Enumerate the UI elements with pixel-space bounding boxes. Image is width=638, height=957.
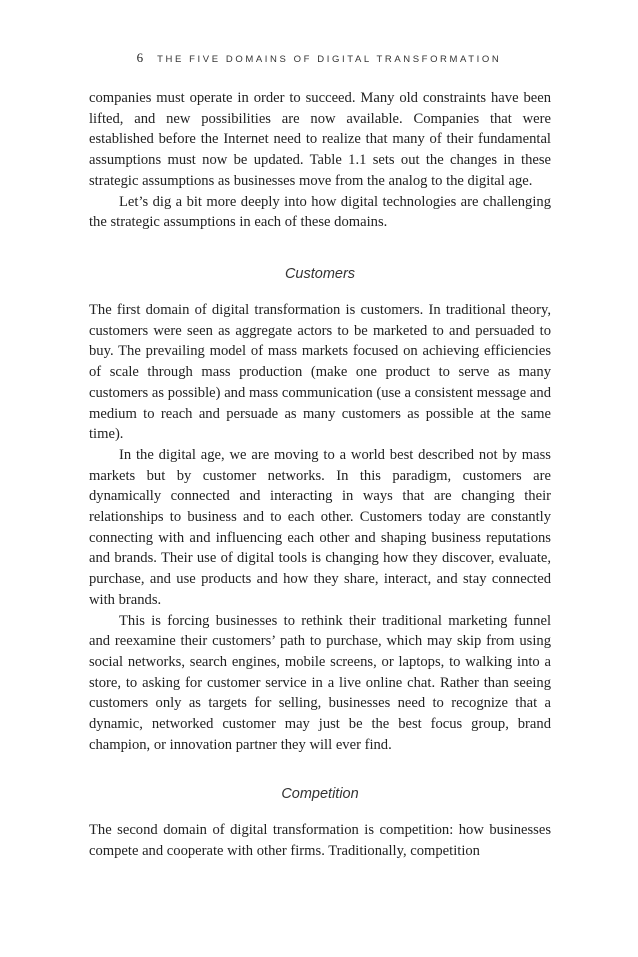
paragraph: The first domain of digital transformation is customers. In traditional theory, customers were seen as aggregate actors to be marketed to and persuaded to buy. The prevailing model of mass markets focused on achieving efficiencies of scale through mass production (make one product to serve as many customers as possible) and mass communication (use a consistent message and medium to reach and persuade as many customers as possible at the same time). xyxy=(89,302,551,443)
section-heading-competition: Competition xyxy=(281,786,359,802)
page-number: 6 xyxy=(136,50,144,65)
paragraph: companies must operate in order to succeed. Many old constraints have been lifted, and new possibilities are now available. Companies that were established before the Internet need to realize that many of their fundamental assumptions must now be updated. Table 1.1 sets out the changes in these strategic assumptions as businesses move from the analog to the digital age. xyxy=(89,90,551,189)
paragraph: In the digital age, we are moving to a world best described not by mass markets but by customer networks. In this paradigm, customers are dynamically connected and interacting in ways that are changing their relationships to business and to each other. Customers today are constantly connecting with and influencing each other and shaping business reputations and brands. Their use of digital tools is changing how they discover, evaluate, purchase, and use products and how they share, interact, and stay connected with brands. xyxy=(89,446,551,608)
paragraph: This is forcing businesses to rethink their traditional marketing funnel and reexamine their customers’ path to purchase, which may skip from using social networks, search engines, mobile screens, or laptops, to walking into a store, to asking for customer service in a live online chat. Rather than seeing customers only as targets for selling, businesses need to recognize that a dynamic, networked customer may just be the best focus group, brand champion, or innovation partner they will ever find. xyxy=(89,612,551,753)
book-title: THE FIVE DOMAINS OF DIGITAL TRANSFORMATION xyxy=(157,54,502,65)
intro-text xyxy=(89,88,551,233)
running-header xyxy=(0,50,638,66)
competition-section-text xyxy=(89,820,551,861)
paragraph: Let’s dig a bit more deeply into how digital technologies are challenging the strategic assumptions in each of these domains. xyxy=(89,193,551,231)
section-heading-customers: Customers xyxy=(284,266,356,282)
customers-section-text xyxy=(89,300,551,755)
paragraph: The second domain of digital transformation is competition: how businesses compete and cooperate with other firms. Traditionally, competition xyxy=(89,822,551,859)
